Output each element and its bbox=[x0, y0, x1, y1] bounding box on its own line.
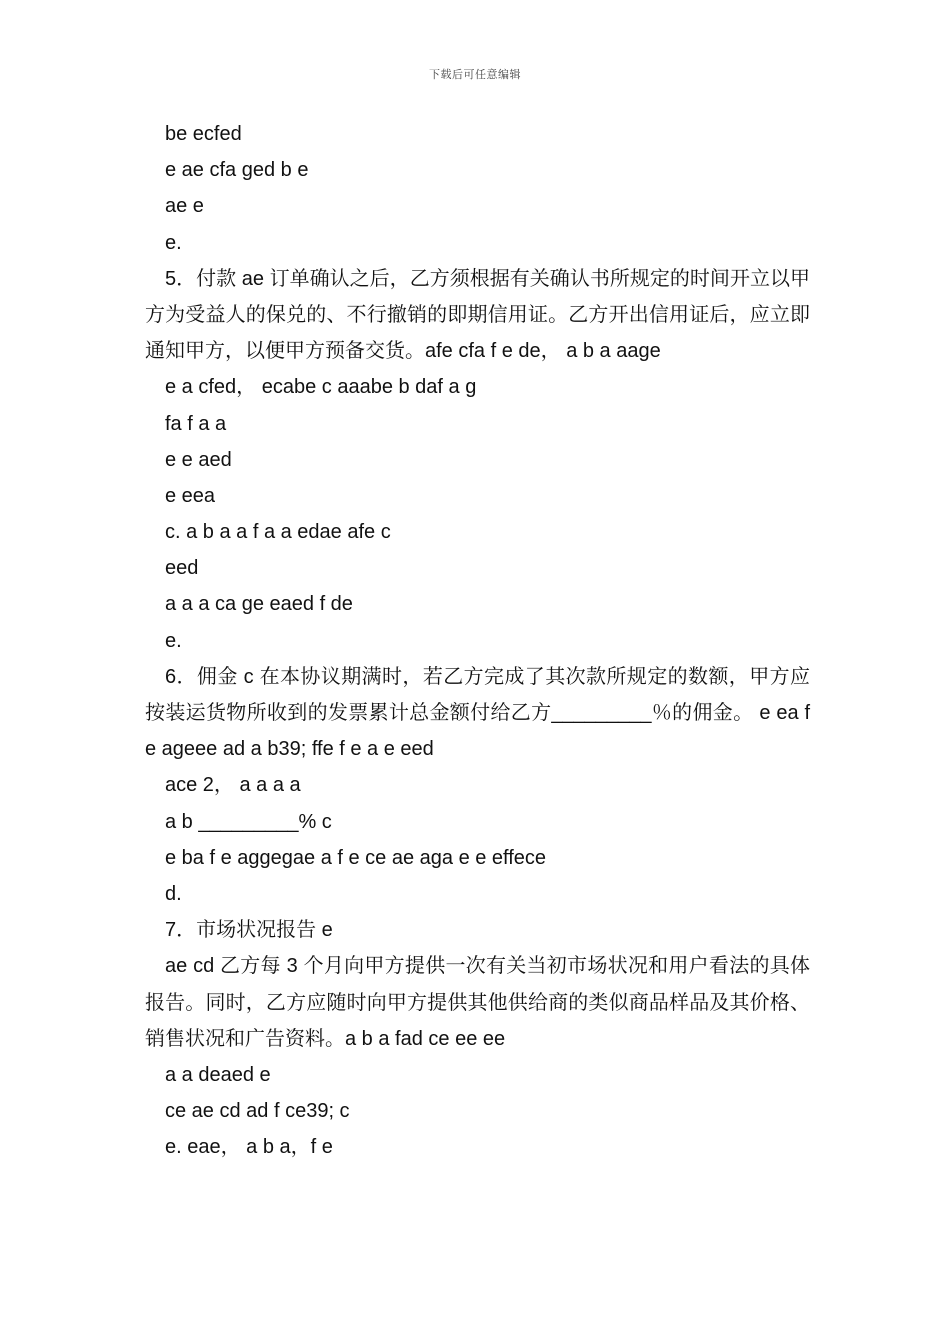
text-line: e. bbox=[165, 629, 182, 652]
document-body bbox=[145, 116, 810, 1166]
text-line: e. eae， a b a，f e bbox=[165, 1136, 333, 1159]
text-line: a b _________% c bbox=[165, 810, 332, 833]
text-line: e e aed bbox=[165, 448, 232, 471]
clause-5-payment: 5．付款 ae 订单确认之后，乙方须根据有关确认书所规定的时间开立以甲方为受益人的保兑的、不行撤销的即期信用证。乙方开出信用证后，应立即通知甲方，以便甲方预备交货。afe cfa f e de， a b a aage bbox=[145, 267, 810, 363]
text-line: ae e bbox=[165, 195, 204, 218]
page-header: 下载后可任意编辑 bbox=[429, 68, 521, 81]
text-line: be ecfed bbox=[165, 123, 242, 145]
text-line: e a cfed， ecabe c aaabe b daf a g bbox=[165, 376, 477, 399]
text-line: ace 2， a a a a bbox=[165, 774, 301, 797]
text-line: e ba f e aggegae a f e ce ae aga e e effece bbox=[165, 846, 547, 869]
text-line: d. bbox=[165, 883, 182, 906]
text-line: e. bbox=[165, 231, 182, 254]
text-line: ce ae cd ad f ce39; c bbox=[165, 1100, 350, 1123]
text-line: c. a b a a f a a edae afe c bbox=[165, 521, 391, 544]
clause-7-market-report: ae cd 乙方每 3 个月向甲方提供一次有关当初市场状况和用户看法的具体报告。同时，乙方应随时向甲方提供其他供给商的类似商品样品及其价格、销售状况和广告资料。a b a fad ce ee ee bbox=[145, 955, 810, 1050]
clause-7-heading: 7．市场状况报告 e bbox=[165, 919, 333, 942]
text-line: a a a ca ge eaed f de bbox=[165, 593, 353, 616]
text-line: e eea bbox=[165, 484, 216, 507]
clause-6-commission: 6．佣金 c 在本协议期满时，若乙方完成了其次款所规定的数额，甲方应按装运货物所收到的发票累计总金额付给乙方_________％的佣金。 e ea f e ageee ad a b39; ffe f e a e eed bbox=[145, 665, 810, 761]
text-line: e ae cfa ged b e bbox=[165, 159, 309, 182]
text-line: a a deaed e bbox=[165, 1064, 271, 1087]
text-line: eed bbox=[165, 557, 199, 580]
text-line: fa f a a bbox=[165, 412, 227, 435]
